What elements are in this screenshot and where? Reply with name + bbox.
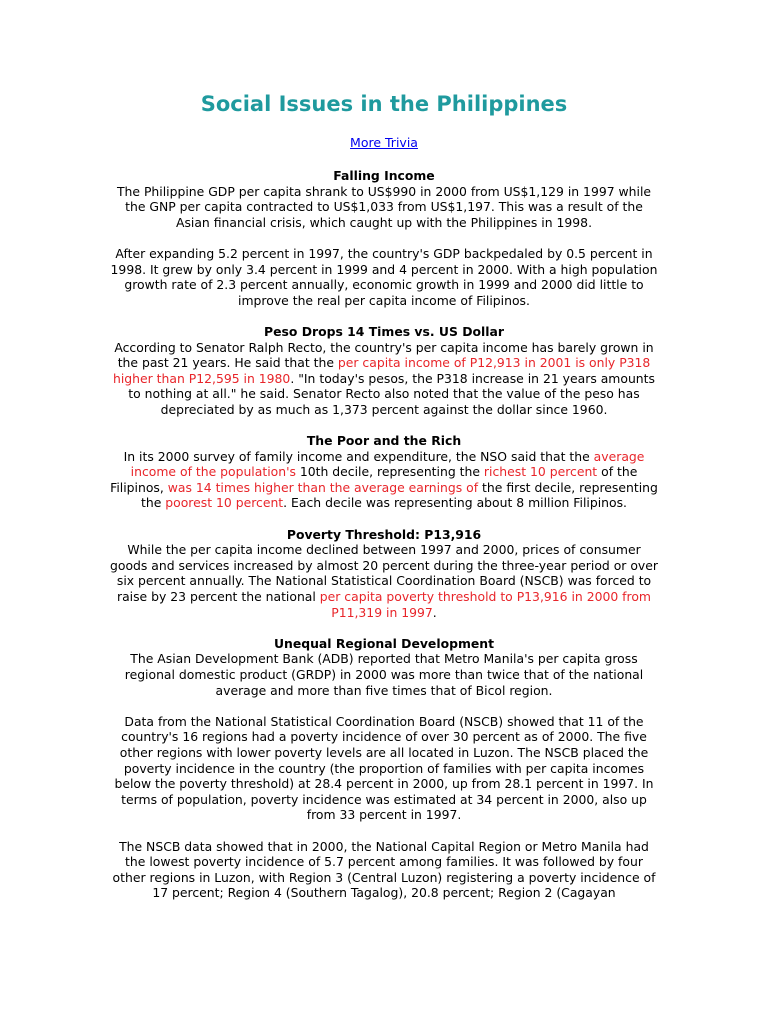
section-heading-poor-rich: The Poor and the Rich xyxy=(306,433,462,449)
poverty-threshold-text-2: . xyxy=(432,604,437,620)
unequal-paragraph-2: Data from the National Statistical Coordination Board (NSCB) showed that 11 of the country's 16 regions had a poverty incidence of over 30 percent as of 2000. The five other regions with lower poverty levels are all located in Luzon. The NSCB placed the poverty incidence in the country (the proportion of families with per capita incomes below the poverty threshold) at 28.4 percent in 2000, up from 28.1 percent in 1997. In terms of population, poverty incidence was estimated at 34 percent in 2000, also up from 33 percent in 1997. xyxy=(114,713,654,823)
article-body xyxy=(108,168,660,901)
spacer xyxy=(108,511,660,527)
poor-rich-highlight-1: average income of the population's xyxy=(130,448,645,480)
peso-drops-text-1: According to Senator Ralph Recto, the country's per capita income has barely grown in the past 21 years. He said that the xyxy=(114,339,654,371)
section-heading-falling-income: Falling Income xyxy=(333,168,435,183)
poor-rich-paragraph xyxy=(108,449,660,511)
poor-rich-highlight-2: richest 10 percent xyxy=(483,464,598,480)
poverty-threshold-highlight-1: per capita poverty threshold to P13,916 in 2000 from P11,319 in 1997 xyxy=(319,589,652,620)
peso-drops-text-2: . "In today's pesos, the P318 increase in 21 years amounts to nothing at all." he said. Senator Recto also noted that the value of the peso has depreciated by as much as 1,373 percent against the dollar since 1960. xyxy=(128,370,655,417)
more-trivia-link[interactable]: More Trivia xyxy=(350,135,418,150)
unequal-paragraph-3: The NSCB data showed that in 2000, the National Capital Region or Metro Manila had the lowest poverty incidence of 5.7 percent among families. It was followed by four other regions in Luzon, with Region 3 (Central Luzon) registering a poverty incidence of 17 percent; Region 4 (Southern Tagalog), 20.8 percent; Region 2 (Cagayan xyxy=(112,838,656,901)
spacer xyxy=(108,823,660,839)
falling-income-paragraph-1: The Philippine GDP per capita shrank to US$990 in 2000 from US$1,129 in 1997 while the GNP per capita contracted to US$1,033 from US$1,197. This was a result of the Asian financial crisis, which caught up with the Philippines in 1998. xyxy=(116,183,652,230)
poverty-threshold-text-1: While the per capita income declined between 1997 and 2000, prices of consumer goods and services increased by almost 20 percent during the three-year period or over six percent annually. The National Statistical Coordination Board (NSCB) was forced to raise by 23 percent the national xyxy=(110,542,658,605)
spacer xyxy=(108,230,660,246)
poor-rich-text-4: the first decile, representing the xyxy=(141,479,658,511)
section-heading-poverty-threshold: Poverty Threshold: P13,916 xyxy=(286,526,482,542)
spacer xyxy=(108,418,660,434)
unequal-paragraph-1: The Asian Development Bank (ADB) reported that Metro Manila's per capita gross regional domestic product (GRDP) in 2000 was more than twice that of the national average and more than five times that of Bicol region. xyxy=(124,651,644,698)
page-title: Social Issues in the Philippines xyxy=(200,92,568,116)
poor-rich-text-1: In its 2000 survey of family income and expenditure, the NSO said that the xyxy=(123,448,594,464)
spacer xyxy=(108,620,660,636)
poor-rich-text-3: of the Filipinos, xyxy=(110,464,638,495)
poor-rich-text-2: 10th decile, representing the xyxy=(295,464,484,480)
poverty-threshold-paragraph xyxy=(108,542,660,620)
falling-income-paragraph-2: After expanding 5.2 percent in 1997, the country's GDP backpedaled by 0.5 percent in 1998. It grew by only 3.4 percent in 1999 and 4 percent in 2000. With a high population growth rate of 2.3 percent annually, economic growth in 1999 and 2000 did little to improve the real per capita income of Filipinos. xyxy=(110,245,658,308)
spacer xyxy=(108,308,660,324)
poor-rich-text-5: . Each decile was representing about 8 million Filipinos. xyxy=(283,495,627,511)
peso-drops-highlight-1: per capita income of P12,913 in 2001 is only P318 higher than P12,595 in 1980 xyxy=(113,355,651,386)
poor-rich-highlight-4: poorest 10 percent xyxy=(165,495,284,511)
more-trivia-container xyxy=(0,134,768,152)
section-heading-peso-drops: Peso Drops 14 Times vs. US Dollar xyxy=(264,323,504,339)
poor-rich-highlight-3: was 14 times higher than the average earnings of xyxy=(167,479,479,495)
peso-drops-paragraph xyxy=(108,340,660,418)
spacer xyxy=(108,698,660,714)
section-heading-unequal-regional: Unequal Regional Development xyxy=(273,635,495,651)
